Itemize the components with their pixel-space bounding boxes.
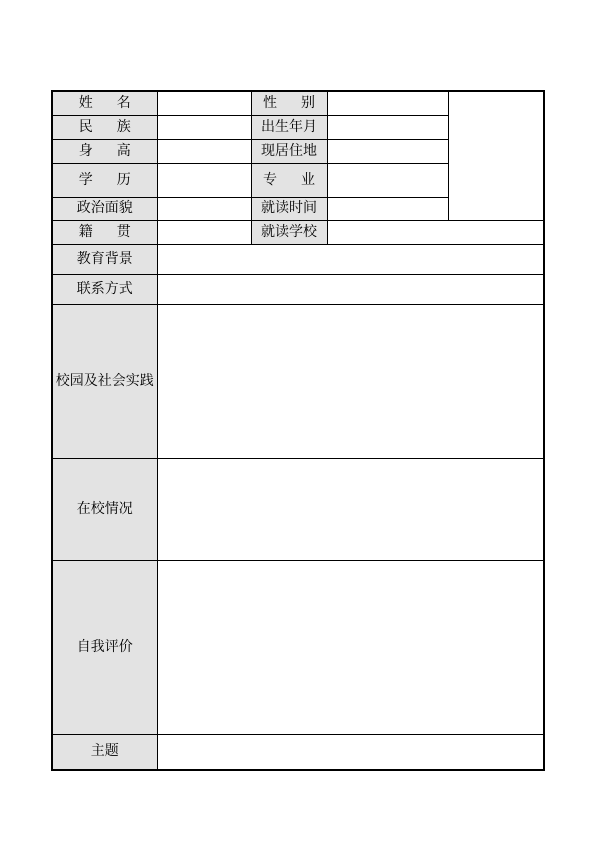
major-field[interactable] <box>327 163 448 197</box>
ethnicity-field[interactable] <box>157 115 251 139</box>
photo-cell[interactable] <box>448 91 544 220</box>
edu-background-field[interactable] <box>157 244 544 274</box>
topic-field[interactable] <box>157 734 544 770</box>
school-status-label: 在校情况 <box>52 458 157 560</box>
contact-label: 联系方式 <box>52 274 157 304</box>
height-field[interactable] <box>157 139 251 163</box>
practice-field[interactable] <box>157 304 544 458</box>
gender-field[interactable] <box>327 91 448 115</box>
study-period-label: 就读时间 <box>251 197 327 220</box>
ethnicity-label: 民 族 <box>52 115 157 139</box>
gender-label: 性 别 <box>251 91 327 115</box>
school-label: 就读学校 <box>251 220 327 244</box>
self-eval-label: 自我评价 <box>52 560 157 734</box>
political-field[interactable] <box>157 197 251 220</box>
resume-form <box>51 90 545 771</box>
residence-field[interactable] <box>327 139 448 163</box>
edu-background-label: 教育背景 <box>52 244 157 274</box>
birth-label: 出生年月 <box>251 115 327 139</box>
education-field[interactable] <box>157 163 251 197</box>
self-eval-field[interactable] <box>157 560 544 734</box>
major-label: 专 业 <box>251 163 327 197</box>
education-label: 学 历 <box>52 163 157 197</box>
contact-field[interactable] <box>157 274 544 304</box>
name-field[interactable] <box>157 91 251 115</box>
study-period-field[interactable] <box>327 197 448 220</box>
residence-label: 现居住地 <box>251 139 327 163</box>
origin-field[interactable] <box>157 220 251 244</box>
school-field[interactable] <box>327 220 544 244</box>
name-label: 姓 名 <box>52 91 157 115</box>
practice-label: 校园及社会实践 <box>52 304 157 458</box>
school-status-field[interactable] <box>157 458 544 560</box>
height-label: 身 高 <box>52 139 157 163</box>
topic-label: 主题 <box>52 734 157 770</box>
birth-field[interactable] <box>327 115 448 139</box>
origin-label: 籍 贯 <box>52 220 157 244</box>
political-label: 政治面貌 <box>52 197 157 220</box>
